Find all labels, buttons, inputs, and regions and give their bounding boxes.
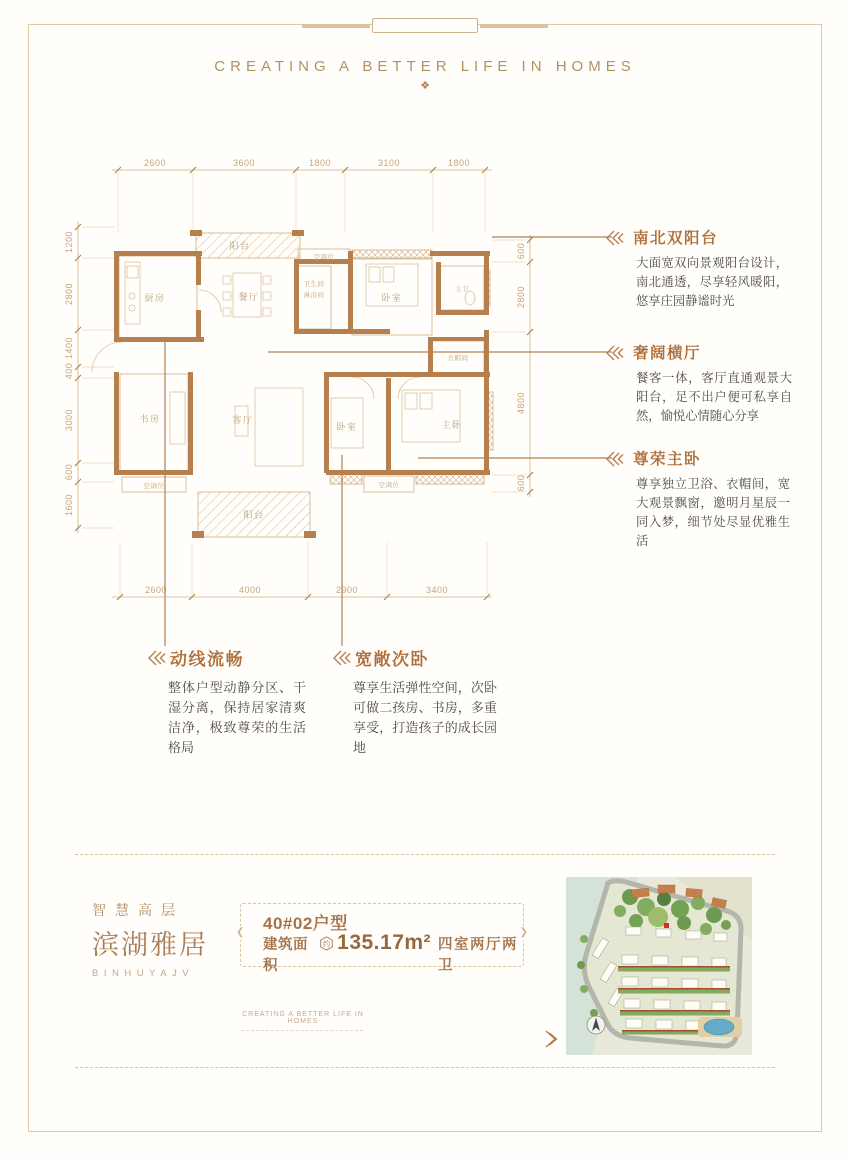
annotation-title: 尊荣主卧 bbox=[633, 451, 702, 468]
unit-area-line bbox=[263, 931, 523, 975]
ornament-cartouche bbox=[372, 18, 478, 33]
annotation-body: 餐客一体，客厅直通观景大阳台，足不出户便可私享自然，愉悦心情随心分享 bbox=[636, 371, 792, 424]
dim-left-0: 1200 bbox=[64, 230, 74, 254]
dim-top-4: 1800 bbox=[447, 158, 471, 168]
room-label-bath: 卫生间 bbox=[303, 281, 325, 288]
annotation-title: 动线流畅 bbox=[170, 650, 244, 669]
project-name-en: BINHUYAJV bbox=[92, 968, 195, 979]
room-label-ac-left: 空调位 bbox=[143, 483, 165, 490]
dim-right-1: 2800 bbox=[516, 285, 526, 309]
annotation-circulation-body bbox=[168, 678, 306, 759]
room-label-balcony-bottom: 阳台 bbox=[243, 510, 265, 520]
dim-top-2: 1800 bbox=[308, 158, 332, 168]
floorplan-drawing bbox=[40, 140, 630, 670]
annotation-body: 尊享生活弹性空间，次卧可做二孩房、书房，多重享受，打造孩子的成长园地 bbox=[353, 680, 497, 756]
unit-layout: 四室两厅两卫 bbox=[438, 937, 519, 974]
room-label-study: 书房 bbox=[139, 414, 161, 424]
room-label-kitchen: 厨房 bbox=[144, 293, 166, 303]
annotation-hall-body bbox=[636, 369, 792, 426]
location-marker-icon bbox=[664, 923, 669, 928]
room-label-master-bath: 主卫 bbox=[455, 286, 469, 293]
dim-left-1: 2800 bbox=[64, 282, 74, 306]
triple-chevron-left-icon bbox=[605, 229, 625, 247]
dim-top-0: 2600 bbox=[143, 158, 167, 168]
dim-left-6: 1600 bbox=[64, 493, 74, 517]
annotation-title: 宽敞次卧 bbox=[355, 650, 429, 669]
dim-top-3: 3100 bbox=[377, 158, 401, 168]
annotation-title: 南北双阳台 bbox=[633, 230, 719, 247]
triple-chevron-left-icon bbox=[605, 344, 625, 362]
annotation-title: 奢阔横厅 bbox=[633, 345, 702, 362]
dim-left-5: 600 bbox=[64, 463, 74, 481]
dim-bottom-3: 3400 bbox=[425, 585, 449, 595]
bottom-motto-underline bbox=[241, 1030, 363, 1031]
ornament-bar bbox=[302, 24, 370, 28]
room-label-ac-top: 空调位 bbox=[313, 254, 335, 261]
unit-area-label: 建筑面积 bbox=[263, 937, 308, 974]
room-label-master-bedroom: 主卧 bbox=[441, 420, 463, 430]
room-label-living: 客厅 bbox=[232, 415, 254, 425]
room-label-cloak: 衣帽间 bbox=[447, 355, 469, 362]
project-tagline: 智慧高层 bbox=[92, 904, 184, 919]
dim-left-2: 1400 bbox=[64, 336, 74, 360]
flower-ornament-icon: ❖ bbox=[420, 80, 430, 92]
site-compass-icon bbox=[587, 1016, 605, 1034]
dim-right-2: 4800 bbox=[516, 391, 526, 415]
site-pool bbox=[698, 1017, 742, 1037]
room-label-shower: 淋浴间 bbox=[303, 292, 325, 299]
annotation-master-body bbox=[636, 475, 790, 551]
project-branding bbox=[92, 900, 208, 979]
ornament-bar bbox=[480, 24, 548, 28]
annotation-second-bedroom bbox=[355, 645, 505, 670]
annotation-balcony bbox=[633, 226, 791, 248]
dashed-separator-top bbox=[75, 854, 775, 855]
room-label-bedroom-bottom: 卧室 bbox=[336, 422, 358, 432]
annotation-body: 整体户型动静分区、干湿分离，保持居家清爽洁净，极致尊荣的生活格局 bbox=[168, 680, 306, 756]
siteplan-image bbox=[566, 877, 752, 1055]
project-name: 滨湖雅居 bbox=[92, 930, 208, 960]
triple-chevron-left-icon bbox=[605, 450, 625, 468]
room-label-ac-bottom: 空调位 bbox=[378, 482, 400, 489]
annotation-balcony-body bbox=[636, 254, 788, 311]
unit-info-box bbox=[236, 903, 528, 974]
dim-bottom-0: 2600 bbox=[144, 585, 168, 595]
dim-left-4: 3000 bbox=[64, 408, 74, 432]
dim-right-3: 600 bbox=[516, 474, 526, 492]
notch-left-icon: ❮ bbox=[236, 927, 245, 938]
room-label-dining: 餐厅 bbox=[238, 292, 260, 302]
unit-area-value: 135.17m² bbox=[337, 931, 432, 954]
frame-top-ornament bbox=[302, 18, 548, 33]
dashed-separator-bottom bbox=[75, 1067, 775, 1068]
triple-chevron-left-icon bbox=[332, 649, 352, 667]
dim-right-0: 600 bbox=[516, 242, 526, 260]
dim-bottom-2: 2900 bbox=[335, 585, 359, 595]
triple-chevron-right-icon bbox=[543, 1028, 559, 1050]
notch-right-icon: ❯ bbox=[519, 927, 528, 938]
dim-top-1: 3600 bbox=[232, 158, 256, 168]
annotation-hall bbox=[633, 341, 791, 363]
annotation-body: 尊享独立卫浴、衣帽间，宽大观景飘窗，邀明月星辰一同入梦，细节处尽显优雅生活 bbox=[636, 477, 790, 549]
room-label-balcony-top: 阳台 bbox=[229, 241, 251, 251]
annotation-circulation bbox=[170, 645, 320, 670]
annotation-master bbox=[633, 447, 791, 469]
annotation-second-bedroom-body bbox=[353, 678, 497, 759]
dim-left-3: 400 bbox=[64, 362, 74, 380]
top-motto: CREATING A BETTER LIFE IN HOMES bbox=[214, 58, 636, 75]
approx-hexagon-badge bbox=[319, 935, 334, 952]
dim-bottom-1: 4000 bbox=[238, 585, 262, 595]
room-label-bedroom-top: 卧室 bbox=[381, 293, 403, 303]
annotation-body: 大面宽双向景观阳台设计，南北通透，尽享轻风暖阳，悠享庄园静谧时光 bbox=[636, 256, 788, 309]
bottom-motto: CREATING A BETTER LIFE IN HOMES bbox=[242, 1011, 364, 1025]
triple-chevron-left-icon bbox=[147, 649, 167, 667]
approx-badge-text: 约 bbox=[323, 940, 331, 949]
unit-type: 40#02户型 bbox=[263, 914, 348, 933]
